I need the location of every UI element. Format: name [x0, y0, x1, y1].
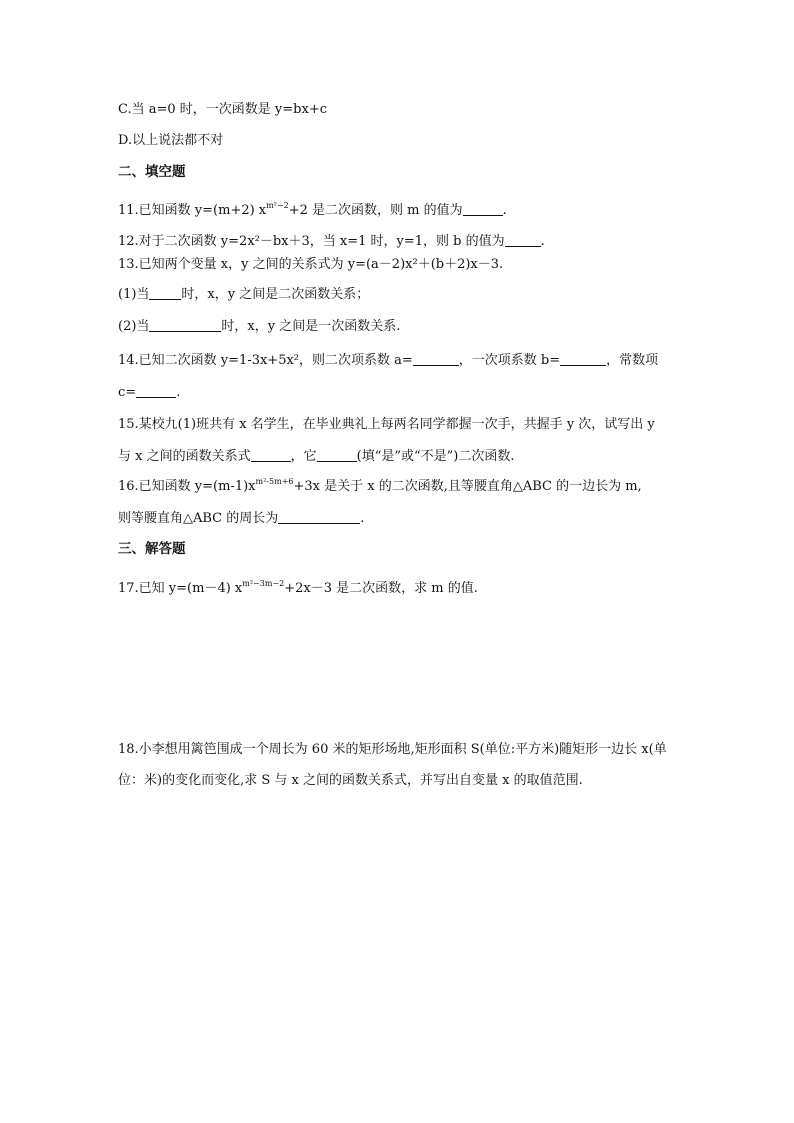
question-12: 12.对于二次函数 y=2x²－bx＋3，当 x=1 时，y=1，则 b 的值为 . — [118, 234, 545, 249]
question-13-part-2: (2)当 时，x，y 之间是一次函数关系. — [118, 319, 401, 334]
question-18-continued: 位：米)的变化而变化,求 S 与 x 之间的函数关系式，并写出自变量 x 的取值范围. — [118, 773, 583, 788]
q11-exponent: m²−2 — [266, 201, 289, 210]
section-fill-in-title: 二、填空题 — [118, 164, 186, 180]
q14-b-blank[interactable] — [560, 353, 606, 366]
option-c: C.当 a=0 时，一次函数是 y=bx+c — [118, 102, 327, 117]
q16-exponent: m²-5m+6 — [255, 477, 294, 486]
question-14: 14.已知二次函数 y=1-3x+5x²，则二次项系数 a= ，一次项系数 b= ，常数项 — [118, 353, 659, 368]
q12-blank[interactable] — [505, 234, 541, 247]
question-16-continued: 则等腰直角△ABC 的周长为 . — [118, 511, 365, 526]
q13-p2-blank[interactable] — [149, 319, 221, 332]
question-15-continued: 与 x 之间的函数关系式 ，它 (填“是”或“不是”)二次函数. — [118, 449, 515, 464]
q11-blank[interactable] — [463, 203, 503, 216]
q17-exponent: m²−3m−2 — [242, 579, 285, 588]
q14-a-blank[interactable] — [413, 353, 459, 366]
section-answer-title: 三、解答题 — [118, 541, 186, 557]
q14-c-blank[interactable] — [136, 385, 176, 398]
q13-p1-blank[interactable] — [149, 287, 181, 300]
question-16: 16.已知函数 $y=(m-1)x^{m^2-5m+6}+3x$ 是关于 x 的二次函数,且等腰直角△ABC 的一边长为 m, — [118, 477, 642, 494]
question-18: 18.小李想用篱笆围成一个周长为 60 米的矩形场地,矩形面积 S(单位:平方米)随矩形一边长 x(单 — [118, 742, 667, 757]
q15-judge-blank[interactable] — [317, 449, 357, 462]
question-13: 13.已知两个变量 x，y 之间的关系式为 y=(a－2)x²＋(b＋2)x－3. — [118, 257, 504, 272]
question-13-part-1: (1)当 时，x，y 之间是二次函数关系； — [118, 287, 370, 302]
question-17: 17.已知 y=(m－4) $x^{m^2-3m-2}+2x-3$ 是二次函数，求 m 的值. — [118, 579, 478, 596]
question-14-continued: c= . — [118, 385, 181, 400]
q16-blank[interactable] — [278, 511, 360, 524]
q15-function-blank[interactable] — [251, 449, 291, 462]
question-15: 15.某校九(1)班共有 x 名学生，在毕业典礼上每两名同学都握一次手，共握手 y 次，试写出 y — [118, 417, 655, 432]
question-11: 11.已知函数 y=(m+2) $x^{m^2-2}+2$ 是二次函数，则 m 的值为 . — [118, 201, 507, 218]
option-d: D.以上说法都不对 — [118, 133, 224, 148]
